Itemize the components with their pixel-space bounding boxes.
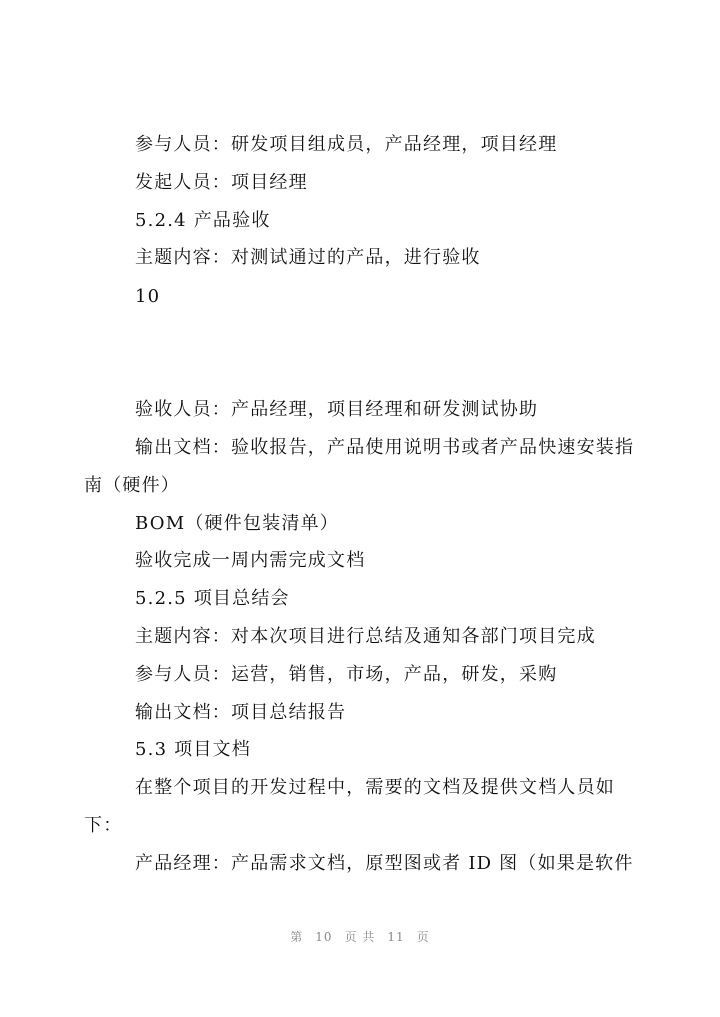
section-heading: 5.2.5 项目总结会 xyxy=(135,588,290,609)
page-total: 11 xyxy=(387,930,405,944)
footer-label-mid: 页 共 xyxy=(344,930,376,944)
text-line: 主题内容：对测试通过的产品，进行验收 xyxy=(135,247,481,268)
text-line: 10 xyxy=(135,286,161,307)
footer-label-pre: 第 xyxy=(290,930,304,944)
page-number: 10 xyxy=(315,930,333,944)
page-footer xyxy=(0,928,720,945)
text-line: 输出文档：验收报告，产品使用说明书或者产品快速安装指 xyxy=(135,437,635,458)
text-line: 南（硬件） xyxy=(84,475,180,496)
footer-label-post: 页 xyxy=(416,930,430,944)
text-line: 主题内容：对本次项目进行总结及通知各部门项目完成 xyxy=(135,626,596,647)
text-line: 在整个项目的开发过程中，需要的文档及提供文档人员如 xyxy=(135,777,615,798)
text-line: 下： xyxy=(84,815,123,836)
text-line: 产品经理：产品需求文档，原型图或者 ID 图（如果是软件 xyxy=(135,853,634,874)
section-heading: 5.3 项目文档 xyxy=(135,739,251,760)
text-line: 输出文档：项目总结报告 xyxy=(135,702,347,723)
text-line: 参与人员：运营，销售，市场，产品，研发，采购 xyxy=(135,664,558,685)
text-line: 参与人员：研发项目组成员，产品经理，项目经理 xyxy=(135,134,558,155)
text-line: BOM（硬件包装清单） xyxy=(135,513,339,534)
text-line: 验收完成一周内需完成文档 xyxy=(135,550,366,571)
section-heading: 5.2.4 产品验收 xyxy=(135,210,271,231)
text-line: 验收人员：产品经理，项目经理和研发测试协助 xyxy=(135,399,539,420)
text-line: 发起人员：项目经理 xyxy=(135,172,308,193)
